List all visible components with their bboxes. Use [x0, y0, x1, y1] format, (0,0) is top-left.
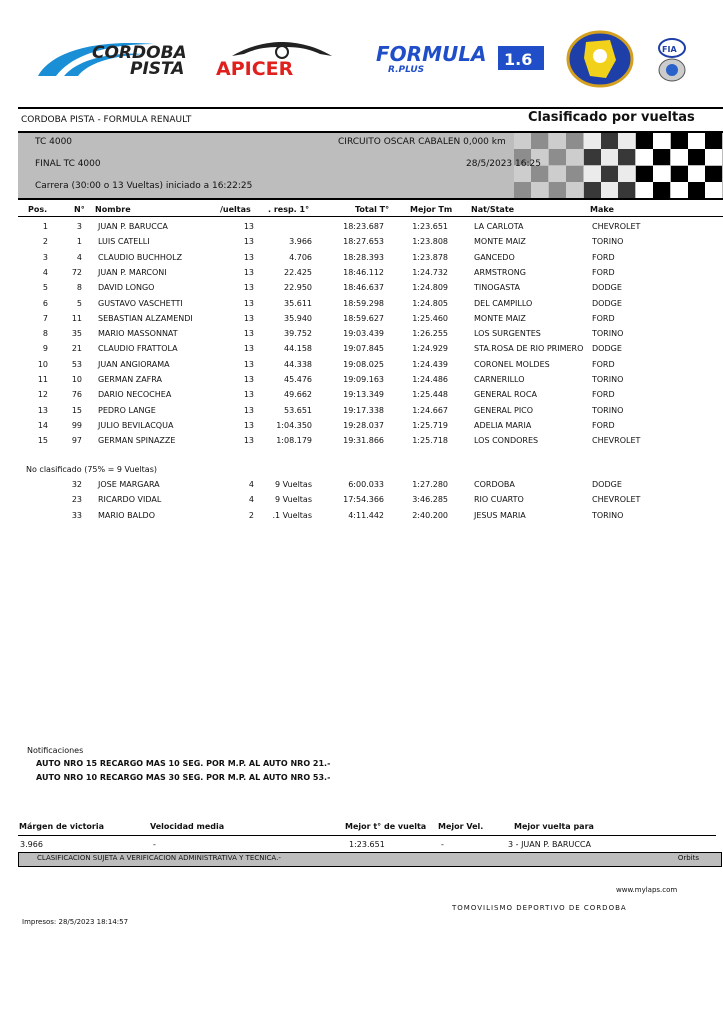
formula-logo [374, 42, 546, 74]
cell-nat: CARNERILLO [474, 375, 525, 384]
classification-note: CLASIFICACION SUJETA A VERIFICACION ADMINISTRATIVA Y TECNICA.- [37, 854, 281, 862]
svg-text:1.6: 1.6 [504, 50, 533, 69]
cell-best: 1:23.808 [412, 237, 448, 247]
col-header-pos: Pos. [28, 205, 48, 214]
cell-make: DODGE [592, 344, 622, 354]
cell-total: 19:31.866 [343, 436, 384, 446]
checker-cell [584, 166, 601, 182]
cell-best: 1:25.448 [412, 390, 448, 400]
checker-cell [688, 166, 705, 182]
col-header-laps: /ueltas [220, 205, 251, 214]
cell-gap: 44.338 [284, 359, 312, 369]
svg-text:FIA: FIA [662, 45, 677, 54]
col-header-total: Total T° [355, 205, 390, 214]
cell-total: 19:03.439 [343, 329, 384, 339]
checker-cell [688, 133, 705, 149]
cell-laps: 13 [243, 252, 254, 262]
cell-gap: 9 Vueltas [275, 495, 312, 505]
cell-gap: .1 Vueltas [272, 510, 312, 520]
fia-logo [654, 38, 690, 84]
cell-best: 1:25.460 [412, 313, 448, 323]
table-row [0, 237, 723, 252]
race-info-label: Carrera (30:00 o 13 Vueltas) iniciado a 16:22:25 [35, 181, 253, 191]
cell-nat: TINOGASTA [474, 283, 521, 293]
cell-best: 1:24.809 [412, 283, 448, 293]
cell-name: DARIO NECOCHEA [98, 390, 172, 400]
cell-pos: 3 [42, 252, 48, 262]
svg-text:R.PLUS: R.PLUS [388, 65, 425, 74]
cell-num: 35 [71, 329, 82, 339]
cell-laps: 4 [248, 480, 254, 489]
cell-total: 18:27.653 [343, 237, 384, 247]
checker-cell [671, 182, 688, 198]
checker-cell [566, 149, 583, 165]
cell-total: 18:28.393 [343, 252, 384, 262]
table-row [0, 314, 723, 329]
cell-make: FORD [592, 390, 615, 400]
notification-item: AUTO NRO 10 RECARGO MAS 30 SEG. POR M.P. AL AUTO NRO 53.- [36, 773, 331, 782]
cell-make: TORINO [592, 510, 624, 520]
cell-best: 1:24.732 [412, 267, 448, 277]
cell-total: 17:54.366 [343, 495, 384, 505]
cell-make: FORD [592, 313, 615, 323]
table-row [0, 222, 723, 237]
cell-best: 1:23.651 [412, 222, 448, 231]
cell-pos: 5 [42, 283, 48, 293]
cell-nat: LOS CONDORES [474, 436, 539, 446]
table-row [0, 390, 723, 405]
cell-nat: CORONEL MOLDES [474, 359, 550, 369]
cell-make: TORINO [592, 375, 624, 384]
cell-name: SEBASTIAN ALZAMENDI [98, 313, 193, 323]
table-row [0, 436, 723, 451]
cell-name: JOSE MARGARA [98, 480, 160, 489]
table-row [0, 406, 723, 421]
checker-cell [531, 133, 548, 149]
orbits-label: Orbits [677, 854, 699, 862]
checker-cell [549, 182, 566, 198]
cell-name: PEDRO LANGE [98, 405, 156, 415]
checker-cell [671, 133, 688, 149]
cell-num: 76 [71, 390, 82, 400]
cell-gap: 49.662 [284, 390, 312, 400]
table-row [0, 283, 723, 298]
mylaps-link[interactable]: www.mylaps.com [616, 886, 678, 894]
notifications-label: Notificaciones [27, 746, 84, 755]
cell-pos: 14 [37, 420, 48, 430]
cell-laps: 13 [243, 283, 254, 293]
checker-cell [584, 149, 601, 165]
checker-cell [653, 182, 670, 198]
seal-logo [566, 30, 634, 88]
cell-best: 1:26.255 [412, 329, 448, 339]
cell-total: 19:17.338 [343, 405, 384, 415]
checker-cell [653, 133, 670, 149]
logo-text-pista: PISTA [130, 59, 185, 79]
cell-name: CLAUDIO BUCHHOLZ [98, 252, 183, 262]
table-row [0, 344, 723, 359]
cell-best: 1:24.486 [412, 375, 448, 384]
table-row [0, 511, 723, 526]
cell-pos: 15 [37, 436, 48, 446]
cell-gap: 39.752 [284, 329, 312, 339]
cell-total: 6:00.033 [348, 480, 384, 489]
margin-label: Márgen de victoria [19, 822, 104, 831]
table-row [0, 375, 723, 390]
checker-cell [514, 133, 531, 149]
cell-nat: CORDOBA [474, 480, 515, 489]
cell-nat: STA.ROSA DE RIO PRIMERO [474, 344, 584, 354]
cell-best: 1:25.718 [412, 436, 448, 446]
checker-cell [636, 166, 653, 182]
best-lap-value: 1:23.651 [349, 840, 385, 849]
cell-gap: 3.966 [289, 237, 312, 247]
cell-gap: 1:04.350 [276, 420, 312, 430]
cell-laps: 13 [243, 329, 254, 339]
cell-num: 32 [71, 480, 82, 489]
checker-cell [636, 182, 653, 198]
cell-make: DODGE [592, 480, 622, 489]
cell-laps: 13 [243, 405, 254, 415]
checker-cell [705, 149, 722, 165]
best-lap-for-label: Mejor vuelta para [514, 822, 594, 831]
cell-laps: 13 [243, 375, 254, 384]
checker-cell [653, 166, 670, 182]
cell-pos: 10 [37, 359, 48, 369]
margin-value: 3.966 [20, 840, 43, 849]
cell-total: 19:09.163 [343, 375, 384, 384]
cell-laps: 13 [243, 298, 254, 308]
checker-cell [531, 182, 548, 198]
checker-cell [618, 166, 635, 182]
cell-num: 11 [71, 313, 82, 323]
checkered-flag-pattern [514, 133, 723, 198]
cell-laps: 13 [243, 267, 254, 277]
cell-make: FORD [592, 420, 615, 430]
cell-laps: 13 [243, 390, 254, 400]
cell-name: CLAUDIO FRATTOLA [98, 344, 178, 354]
table-row [0, 253, 723, 268]
cell-total: 19:13.349 [343, 390, 384, 400]
header-bottom-rule [18, 198, 723, 200]
cell-pos: 12 [37, 390, 48, 400]
cell-total: 18:46.112 [343, 267, 384, 277]
cell-best: 3:46.285 [412, 495, 448, 505]
cell-name: MARIO MASSONNAT [98, 329, 178, 339]
cell-make: FORD [592, 267, 615, 277]
cell-total: 19:07.845 [343, 344, 384, 354]
cell-laps: 13 [243, 359, 254, 369]
cell-pos: 2 [42, 237, 48, 247]
cell-pos: 8 [42, 329, 48, 339]
classification-note-bar [18, 852, 722, 867]
apicer-logo [212, 40, 352, 78]
cell-laps: 13 [243, 436, 254, 446]
cell-laps: 2 [248, 510, 254, 520]
cell-nat: DEL CAMPILLO [474, 298, 533, 308]
cell-laps: 13 [243, 344, 254, 354]
col-header-name: Nombre [95, 205, 131, 214]
cell-nat: MONTE MAIZ [474, 313, 526, 323]
cell-best: 1:23.878 [412, 252, 448, 262]
cell-gap: 53.651 [284, 405, 312, 415]
cell-make: CHEVROLET [592, 436, 641, 446]
cell-name: JUAN ANGIORAMA [98, 359, 170, 369]
checker-cell [636, 149, 653, 165]
col-header-nat: Nat/State [471, 205, 515, 214]
checker-cell [549, 133, 566, 149]
cell-gap: 45.476 [284, 375, 312, 384]
checker-cell [601, 182, 618, 198]
col-header-make: Make [590, 205, 614, 214]
cell-pos: 11 [37, 375, 48, 384]
top-rule [18, 107, 723, 109]
checker-cell [601, 149, 618, 165]
cell-total: 18:46.637 [343, 283, 384, 293]
cell-nat: GENERAL ROCA [474, 390, 537, 400]
cell-total: 4:11.442 [348, 510, 384, 520]
session-label: FINAL TC 4000 [35, 159, 101, 169]
svg-text:FORMULA: FORMULA [376, 42, 487, 66]
cell-best: 1:24.439 [412, 359, 448, 369]
table-row [0, 299, 723, 314]
cell-nat: GENERAL PICO [474, 405, 534, 415]
checker-cell [549, 149, 566, 165]
cell-nat: GANCEDO [474, 252, 515, 262]
checker-cell [688, 182, 705, 198]
cell-num: 21 [71, 344, 82, 354]
cell-pos: 7 [42, 313, 48, 323]
cell-make: DODGE [592, 283, 622, 293]
cell-gap: 44.158 [284, 344, 312, 354]
col-header-best: Mejor Tm [410, 205, 453, 214]
checker-cell [618, 182, 635, 198]
cell-make: FORD [592, 359, 615, 369]
printed-timestamp: Impresos: 28/5/2023 18:14:57 [22, 918, 129, 926]
table-row [0, 329, 723, 344]
category-label: TC 4000 [35, 137, 73, 147]
logo-text-apicer: APICER [216, 58, 294, 78]
cell-gap: 4.706 [289, 252, 312, 262]
checker-cell [671, 149, 688, 165]
cell-num: 10 [71, 375, 82, 384]
checker-cell [705, 133, 722, 149]
cell-laps: 13 [243, 222, 254, 231]
cell-name: JULIO BEVILACQUA [98, 420, 174, 430]
cell-name: GERMAN ZAFRA [98, 375, 162, 384]
checker-cell [618, 149, 635, 165]
column-header-rule [18, 216, 723, 217]
checker-cell [566, 182, 583, 198]
page-title: Clasificado por vueltas [528, 110, 695, 125]
cell-total: 19:08.025 [343, 359, 384, 369]
cell-num: 3 [76, 222, 82, 231]
cell-total: 19:28.037 [343, 420, 384, 430]
footer-rule [18, 835, 716, 836]
cell-make: DODGE [592, 298, 622, 308]
cell-make: TORINO [592, 237, 624, 247]
organizer-label: CORDOBA PISTA - FORMULA RENAULT [21, 115, 192, 125]
best-lap-for-value: 3 - JUAN P. BARUCCA [508, 840, 591, 849]
cell-num: 72 [71, 267, 82, 277]
table-row [0, 360, 723, 375]
checker-cell [705, 166, 722, 182]
cell-nat: ADELIA MARIA [474, 420, 532, 430]
cell-num: 97 [71, 436, 82, 446]
cell-best: 1:27.280 [412, 480, 448, 489]
table-row [0, 495, 723, 510]
cell-gap: 35.611 [284, 298, 312, 308]
checker-cell [705, 182, 722, 198]
cell-name: JUAN P. MARCONI [98, 267, 167, 277]
circuit-label: CIRCUITO OSCAR CABALEN 0,000 km [338, 137, 506, 147]
checker-cell [514, 182, 531, 198]
not-classified-label: No clasificado (75% = 9 Vueltas) [26, 465, 157, 474]
cell-best: 1:24.929 [412, 344, 448, 354]
cell-pos: 1 [42, 222, 48, 231]
organization-footer: TOMOVILISMO DEPORTIVO DE CORDOBA [452, 904, 627, 912]
col-header-gap: . resp. 1° [268, 205, 310, 214]
cell-name: RICARDO VIDAL [98, 495, 162, 505]
checker-cell [601, 133, 618, 149]
cell-num: 5 [76, 298, 82, 308]
notification-item: AUTO NRO 15 RECARGO MAS 10 SEG. POR M.P. AL AUTO NRO 21.- [36, 759, 331, 768]
cell-name: LUIS CATELLI [98, 237, 150, 247]
cordoba-pista-logo [34, 38, 194, 80]
avg-speed-label: Velocidad media [150, 822, 225, 831]
cell-make: CHEVROLET [592, 495, 641, 505]
cell-make: TORINO [592, 329, 624, 339]
cell-num: 15 [71, 405, 82, 415]
cell-num: 23 [71, 495, 82, 505]
best-lap-label: Mejor t° de vuelta [345, 822, 427, 831]
best-speed-label: Mejor Vel. [438, 822, 484, 831]
cell-pos: 6 [42, 298, 48, 308]
cell-make: TORINO [592, 405, 624, 415]
cell-make: FORD [592, 252, 615, 262]
table-row [0, 268, 723, 283]
cell-gap: 22.950 [284, 283, 312, 293]
cell-pos: 13 [37, 405, 48, 415]
cell-num: 4 [76, 252, 82, 262]
cell-total: 18:59.298 [343, 298, 384, 308]
cell-best: 1:24.805 [412, 298, 448, 308]
avg-speed-value: - [153, 840, 156, 849]
best-speed-value: - [441, 840, 444, 849]
cell-laps: 13 [243, 420, 254, 430]
checker-cell [566, 133, 583, 149]
cell-gap: 1:08.179 [276, 436, 312, 446]
cell-nat: MONTE MAIZ [474, 237, 526, 247]
checker-cell [584, 182, 601, 198]
checker-cell [566, 166, 583, 182]
cell-nat: LA CARLOTA [474, 222, 524, 231]
checker-cell [671, 166, 688, 182]
cell-name: JUAN P. BARUCCA [98, 222, 168, 231]
cell-num: 53 [71, 359, 82, 369]
cell-gap: 22.425 [284, 267, 312, 277]
table-row [0, 480, 723, 495]
cell-total: 18:23.687 [343, 222, 384, 231]
cell-num: 1 [76, 237, 82, 247]
cell-total: 18:59.627 [343, 313, 384, 323]
cell-laps: 4 [248, 495, 254, 505]
cell-name: GERMAN SPINAZZE [98, 436, 176, 446]
cell-best: 2:40.200 [412, 510, 448, 520]
logo-text-cordoba: CORDOBA [92, 43, 187, 63]
cell-pos: 4 [42, 267, 48, 277]
cell-name: GUSTAVO VASCHETTI [98, 298, 183, 308]
cell-laps: 13 [243, 313, 254, 323]
cell-nat: JESUS MARIA [474, 510, 526, 520]
cell-make: CHEVROLET [592, 222, 641, 231]
cell-gap: 9 Vueltas [275, 480, 312, 489]
cell-best: 1:24.667 [412, 405, 448, 415]
cell-nat: ARMSTRONG [474, 267, 526, 277]
cell-nat: LOS SURGENTES [474, 329, 541, 339]
checker-cell [584, 133, 601, 149]
cell-num: 8 [76, 283, 82, 293]
checker-cell [688, 149, 705, 165]
table-row [0, 421, 723, 436]
cell-num: 99 [71, 420, 82, 430]
col-header-num: N° [74, 205, 85, 214]
cell-name: DAVID LONGO [98, 283, 155, 293]
cell-num: 33 [71, 510, 82, 520]
cell-nat: RIO CUARTO [474, 495, 524, 505]
cell-gap: 35.940 [284, 313, 312, 323]
session-header [18, 131, 723, 198]
cell-name: MARIO BALDO [98, 510, 156, 520]
checker-cell [636, 133, 653, 149]
checker-cell [653, 149, 670, 165]
cell-pos: 9 [42, 344, 48, 354]
checker-cell [601, 166, 618, 182]
cell-best: 1:25.719 [412, 420, 448, 430]
checker-cell [549, 166, 566, 182]
datetime-label: 28/5/2023 16:25 [466, 159, 541, 169]
cell-laps: 13 [243, 237, 254, 247]
checker-cell [618, 133, 635, 149]
